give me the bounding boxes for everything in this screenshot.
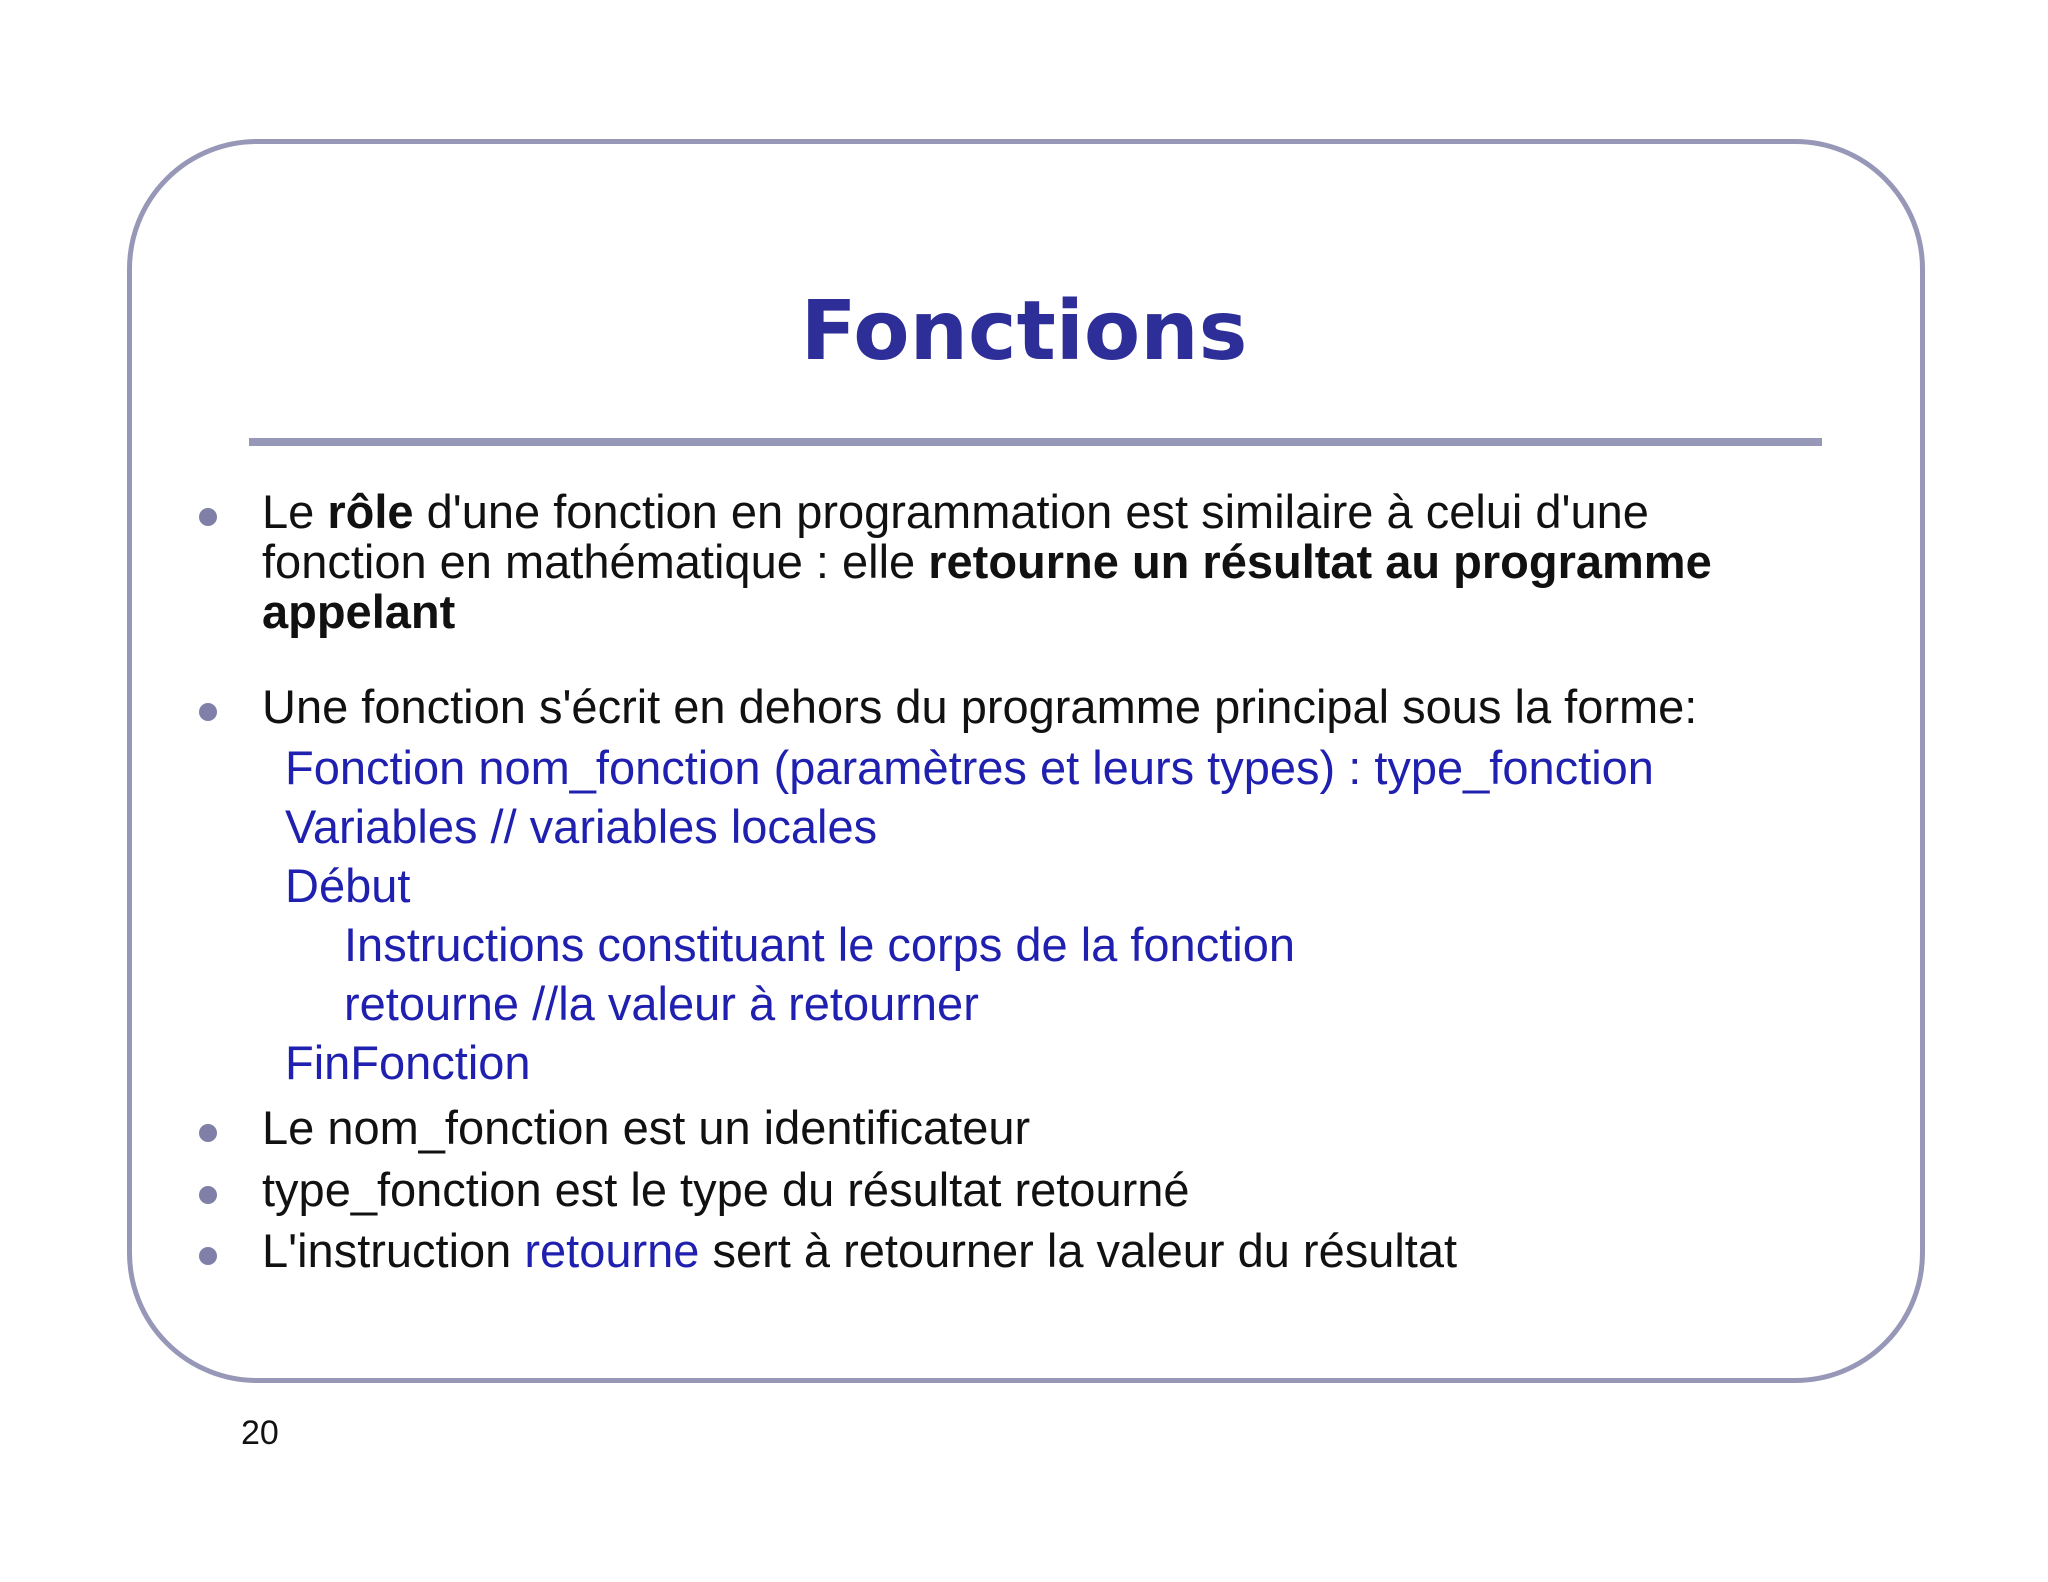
bullet-item-syntax: Une fonction s'écrit en dehors du programme principal sous la forme: — [262, 682, 1697, 732]
bullet-dot-icon — [199, 1186, 217, 1204]
bullet-line: appelant — [262, 585, 456, 638]
code-line-instructions: Instructions constituant le corps de la fonction — [344, 918, 1295, 971]
keyword-retourne: retourne — [524, 1224, 700, 1277]
bullet-dot-icon — [199, 1247, 217, 1265]
code-line-retourne: retourne //la valeur à retourner — [344, 977, 979, 1030]
bullet-dot-icon — [199, 508, 217, 526]
bullet-dot-icon — [199, 703, 217, 721]
bullet-line: Le rôle d'une fonction en programmation est similaire à celui d'une — [262, 485, 1649, 538]
code-line-signature: Fonction nom_fonction (paramètres et leurs types) : type_fonction — [285, 741, 1654, 794]
bullet-line: fonction en mathématique : elle retourne un résultat au programme — [262, 535, 1712, 588]
code-line-debut: Début — [285, 859, 411, 912]
code-line-variables: Variables // variables locales — [285, 800, 878, 853]
page-number: 20 — [241, 1414, 279, 1452]
code-line-finfonction: FinFonction — [285, 1036, 531, 1089]
bullet-item-identifier: Le nom_fonction est un identificateur — [262, 1103, 1030, 1153]
bullet-item-return: L'instruction retourne sert à retourner la valeur du résultat — [262, 1226, 1457, 1276]
slide-title: Fonctions — [800, 284, 1248, 379]
bullet-item-type: type_fonction est le type du résultat retourné — [262, 1165, 1190, 1215]
bullet-dot-icon — [199, 1124, 217, 1142]
bullet-item-role — [262, 487, 1712, 637]
